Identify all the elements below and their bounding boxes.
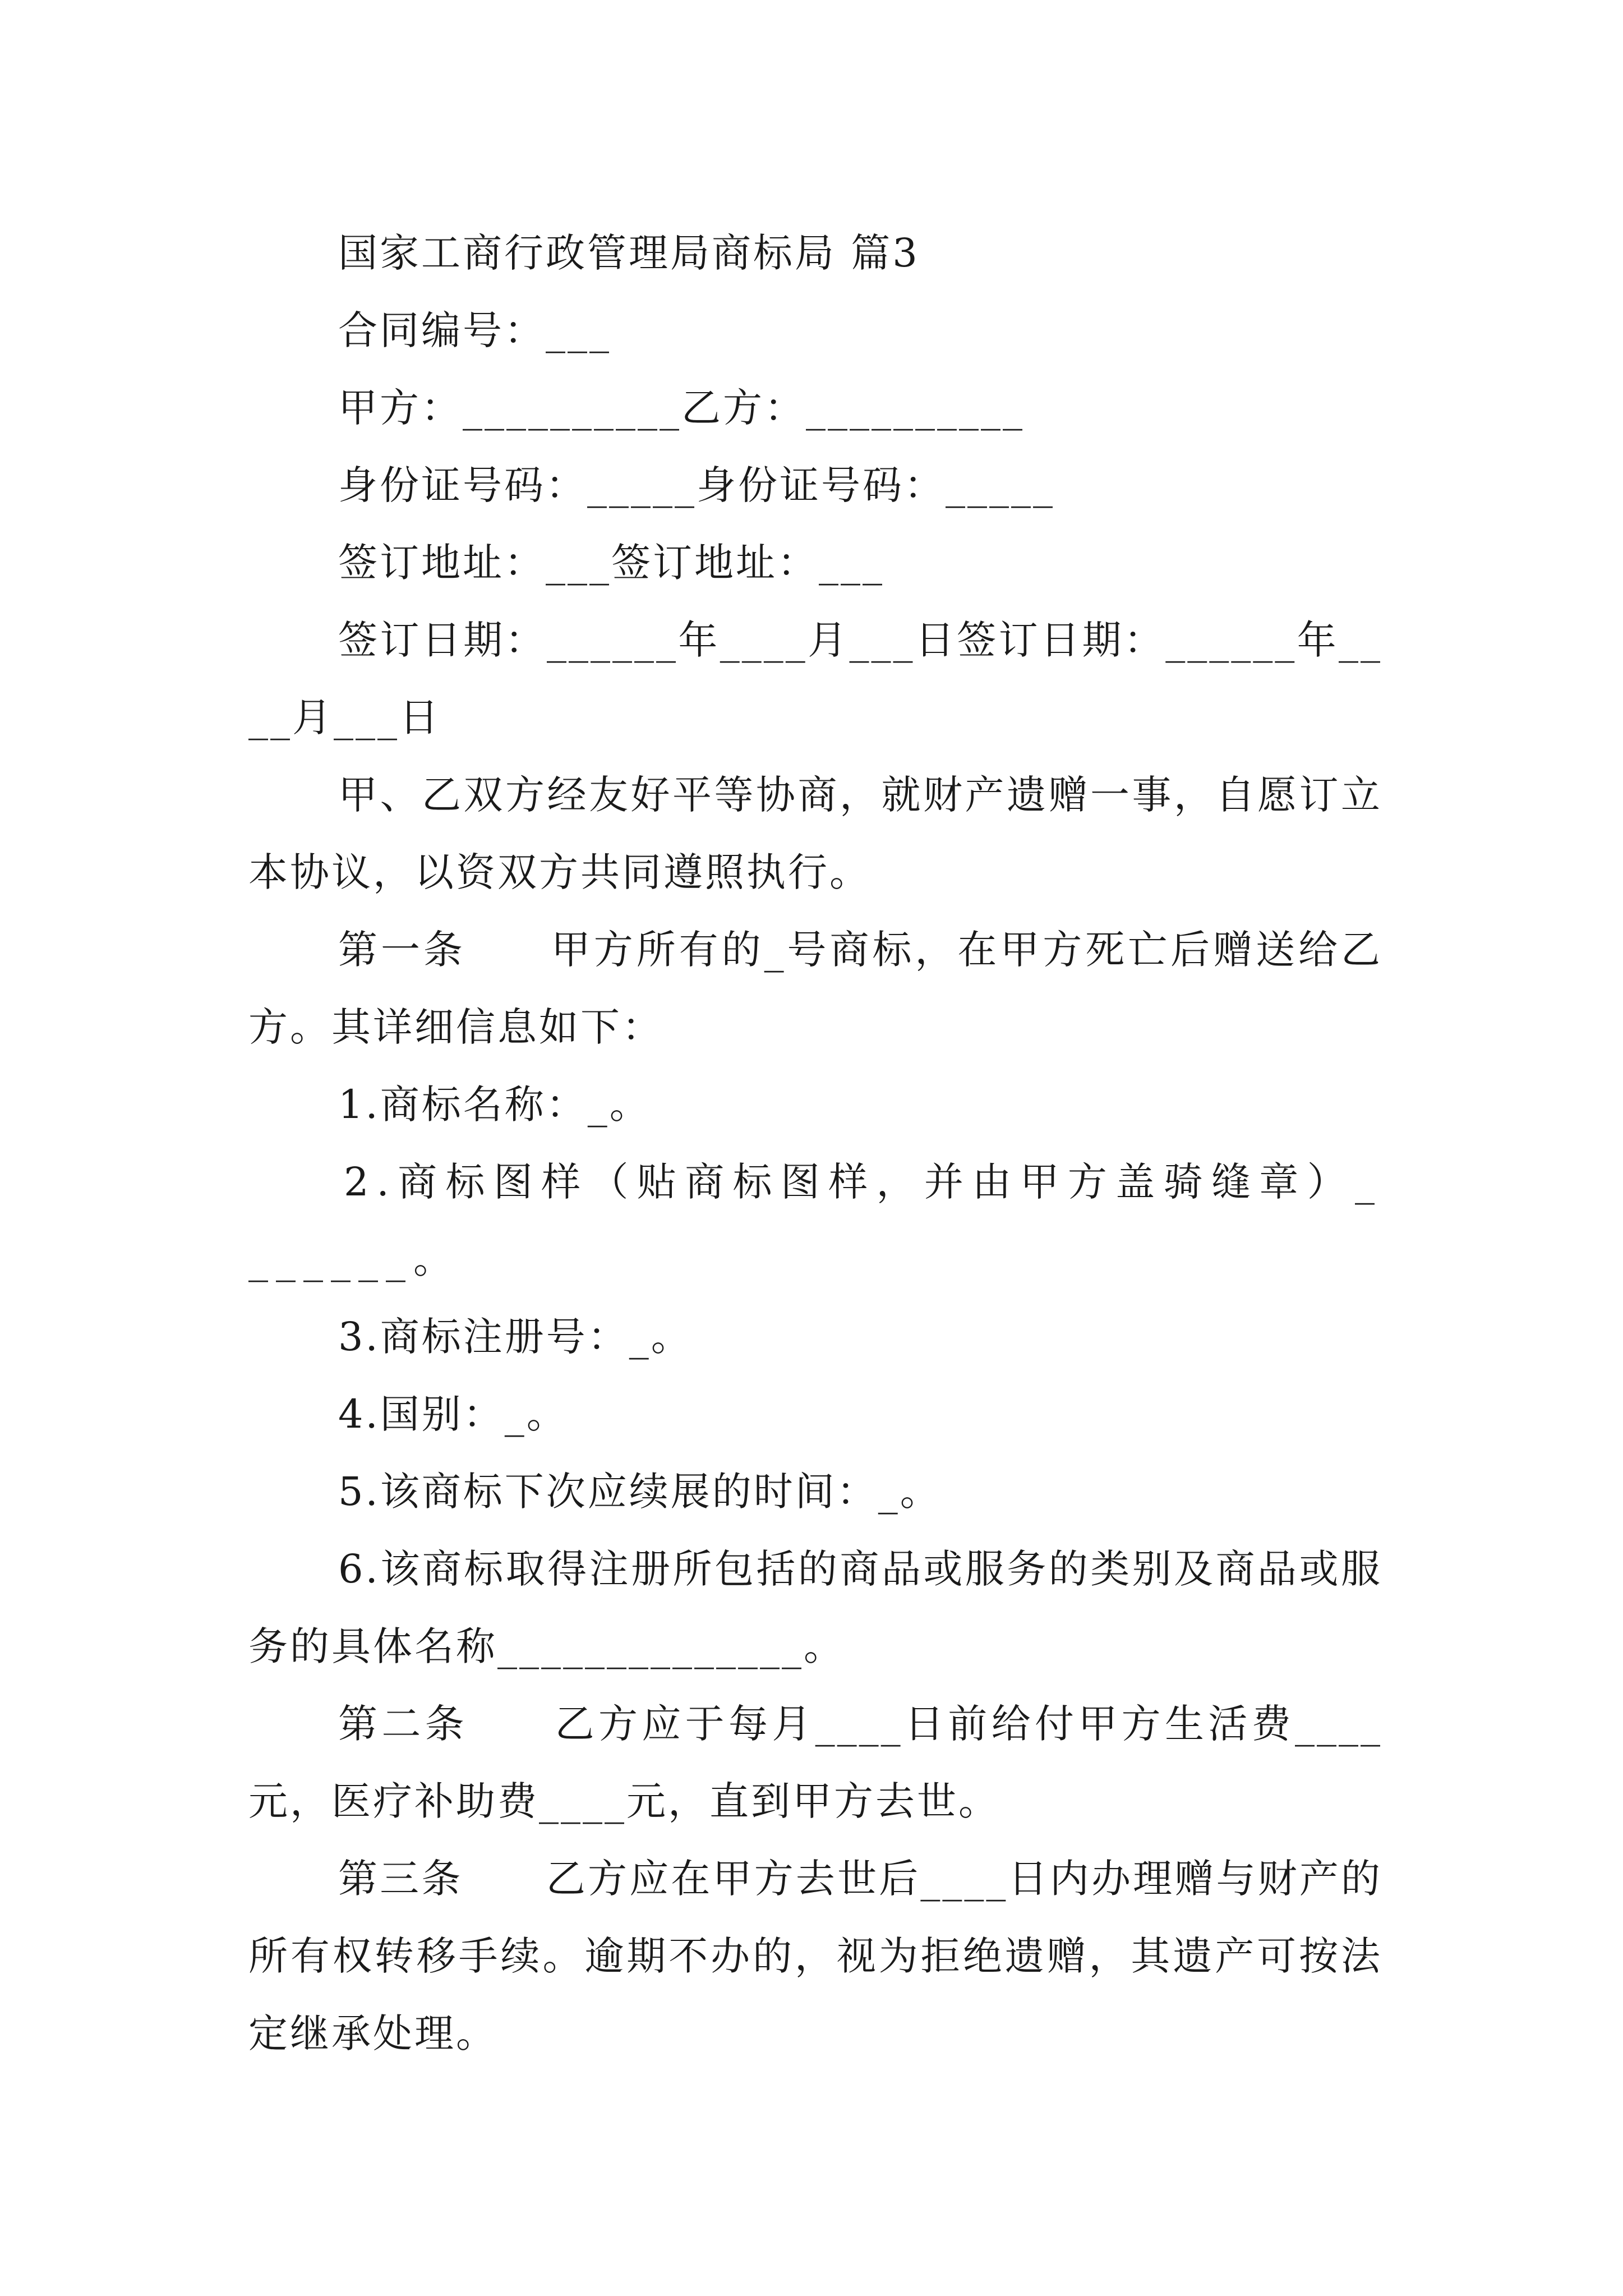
party-names-line: 甲方：__________乙方：__________ [338,385,1025,431]
item-country: 4.国别：_。 [338,1391,568,1437]
item-trademark-design: 2.商标图样（贴商标图样，并由甲方盖骑缝章）_______。 [248,1159,1382,1282]
contract-number-line: 合同编号：___ [338,307,611,353]
item-registration-number: 3.商标注册号：_。 [338,1314,693,1360]
signing-address-line: 签订地址：___签订地址：___ [338,540,884,586]
item-renewal-time: 5.该商标下次应续展的时间：_。 [338,1469,942,1515]
document-heading: 国家工商行政管理局商标局 篇3 [338,230,920,276]
article-one: 第一条 甲方所有的_号商标，在甲方死亡后赠送给乙方。其详细信息如下： [248,927,1382,1050]
item-goods-services: 6.该商标取得注册所包括的商品或服务的类别及商品或服务的具体名称______________。 [248,1546,1382,1669]
article-two: 第二条 乙方应于每月____日前给付甲方生活费____元，医疗补助费____元，直到甲方去世。 [248,1701,1382,1824]
id-number-line: 身份证号码：_____身份证号码：_____ [338,462,1055,508]
contract-body [248,214,1382,2072]
article-three: 第三条 乙方应在甲方去世后____日内办理赠与财产的所有权转移手续。逾期不办的，视为拒绝遗赠，其遗产可按法定继承处理。 [248,1856,1382,2056]
item-trademark-name: 1.商标名称：_。 [338,1082,651,1128]
preamble-paragraph: 甲、乙双方经友好平等协商，就财产遗赠一事，自愿订立本协议，以资双方共同遵照执行。 [248,772,1382,895]
signing-date-line: 签订日期：______年____月___日签订日期：______年____月___日 [248,617,1382,740]
